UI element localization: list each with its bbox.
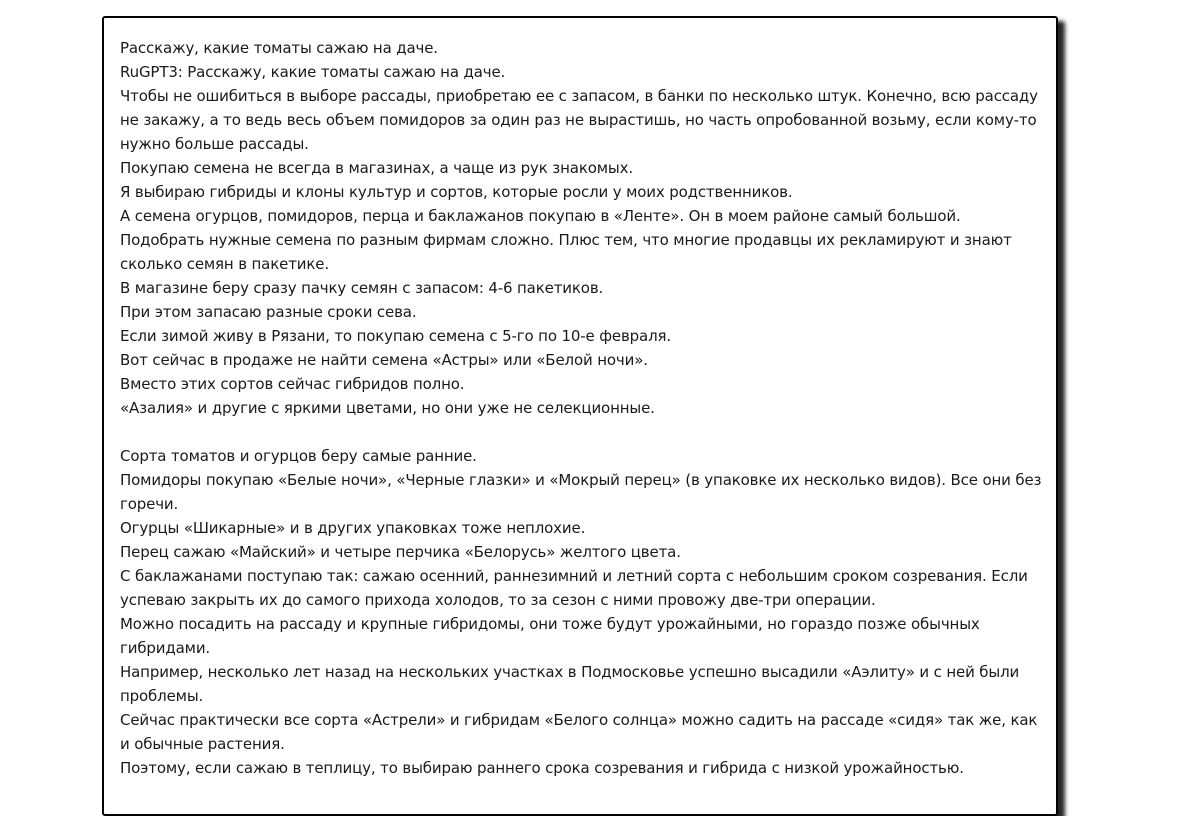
text-line: Помидоры покупаю «Белые ночи», «Черные глазки» и «Мокрый перец» (в упаковке их несколько видов). Все они без горечи. [120,471,1042,513]
text-line: Расскажу, какие томаты сажаю на даче. [120,39,438,57]
text-line: Поэтому, если сажаю в теплицу, то выбираю раннего срока созревания и гибрида с низкой урожайностью. [120,759,964,777]
text-line: Если зимой живу в Рязани, то покупаю семена с 5-го по 10-е февраля. [120,327,672,345]
text-line: С баклажанами поступаю так: сажаю осенний, раннезимний и летний сорта с небольшим сроком созревания. Если успеваю закрыть их до самого прихода холодов, то за сезон с ними провожу две-три операции. [120,567,1028,609]
text-line: Покупаю семена не всегда в магазинах, а чаще из рук знакомых. [120,159,633,177]
text-editor-panel[interactable] [102,16,1058,816]
text-line: RuGPT3: Расскажу, какие томаты сажаю на даче. [120,63,506,81]
text-line: В магазине беру сразу пачку семян с запасом: 4-6 пакетиков. [120,279,604,297]
text-line: Можно посадить на рассаду и крупные гибридомы, они тоже будут урожайными, но гораздо позже обычных гибридами. [120,615,980,657]
text-line: А семена огурцов, помидоров, перца и баклажанов покупаю в «Ленте». Он в моем районе самый большой. [120,207,961,225]
blank-line [120,420,1050,444]
text-line: Вот сейчас в продаже не найти семена «Астры» или «Белой ночи». [120,351,648,369]
text-line: Сейчас практически все сорта «Астрели» и гибридам «Белого солнца» можно садить на рассаде «сидя» так же, как и обычные растения. [120,711,1038,753]
text-line: Чтобы не ошибиться в выборе рассады, приобретаю ее с запасом, в банки по несколько штук. Конечно, всю рассаду не закажу, а то ведь весь объем помидоров за один раз не вырастишь, но часть опробованной возьму, если кому-то нужно больше рассады. [120,87,1038,153]
text-line: Сорта томатов и огурцов беру самые ранние. [120,447,477,465]
text-content[interactable] [120,36,1050,780]
text-line: Подобрать нужные семена по разным фирмам сложно. Плюс тем, что многие продавцы их рекламируют и знают сколько семян в пакетике. [120,231,1012,273]
text-line: Например, несколько лет назад на нескольких участках в Подмосковье успешно высадили «Аэлиту» и с ней были проблемы. [120,663,1020,705]
text-line: «Азалия» и другие с яркими цветами, но они уже не селекционные. [120,399,655,417]
text-line: Огурцы «Шикарные» и в других упаковках тоже неплохие. [120,519,586,537]
text-line: Вместо этих сортов сейчас гибридов полно. [120,375,465,393]
text-line: При этом запасаю разные сроки сева. [120,303,417,321]
text-line: Перец сажаю «Майский» и четыре перчика «Белорусь» желтого цвета. [120,543,681,561]
text-line: Я выбираю гибриды и клоны культур и сортов, которые росли у моих родственников. [120,183,793,201]
